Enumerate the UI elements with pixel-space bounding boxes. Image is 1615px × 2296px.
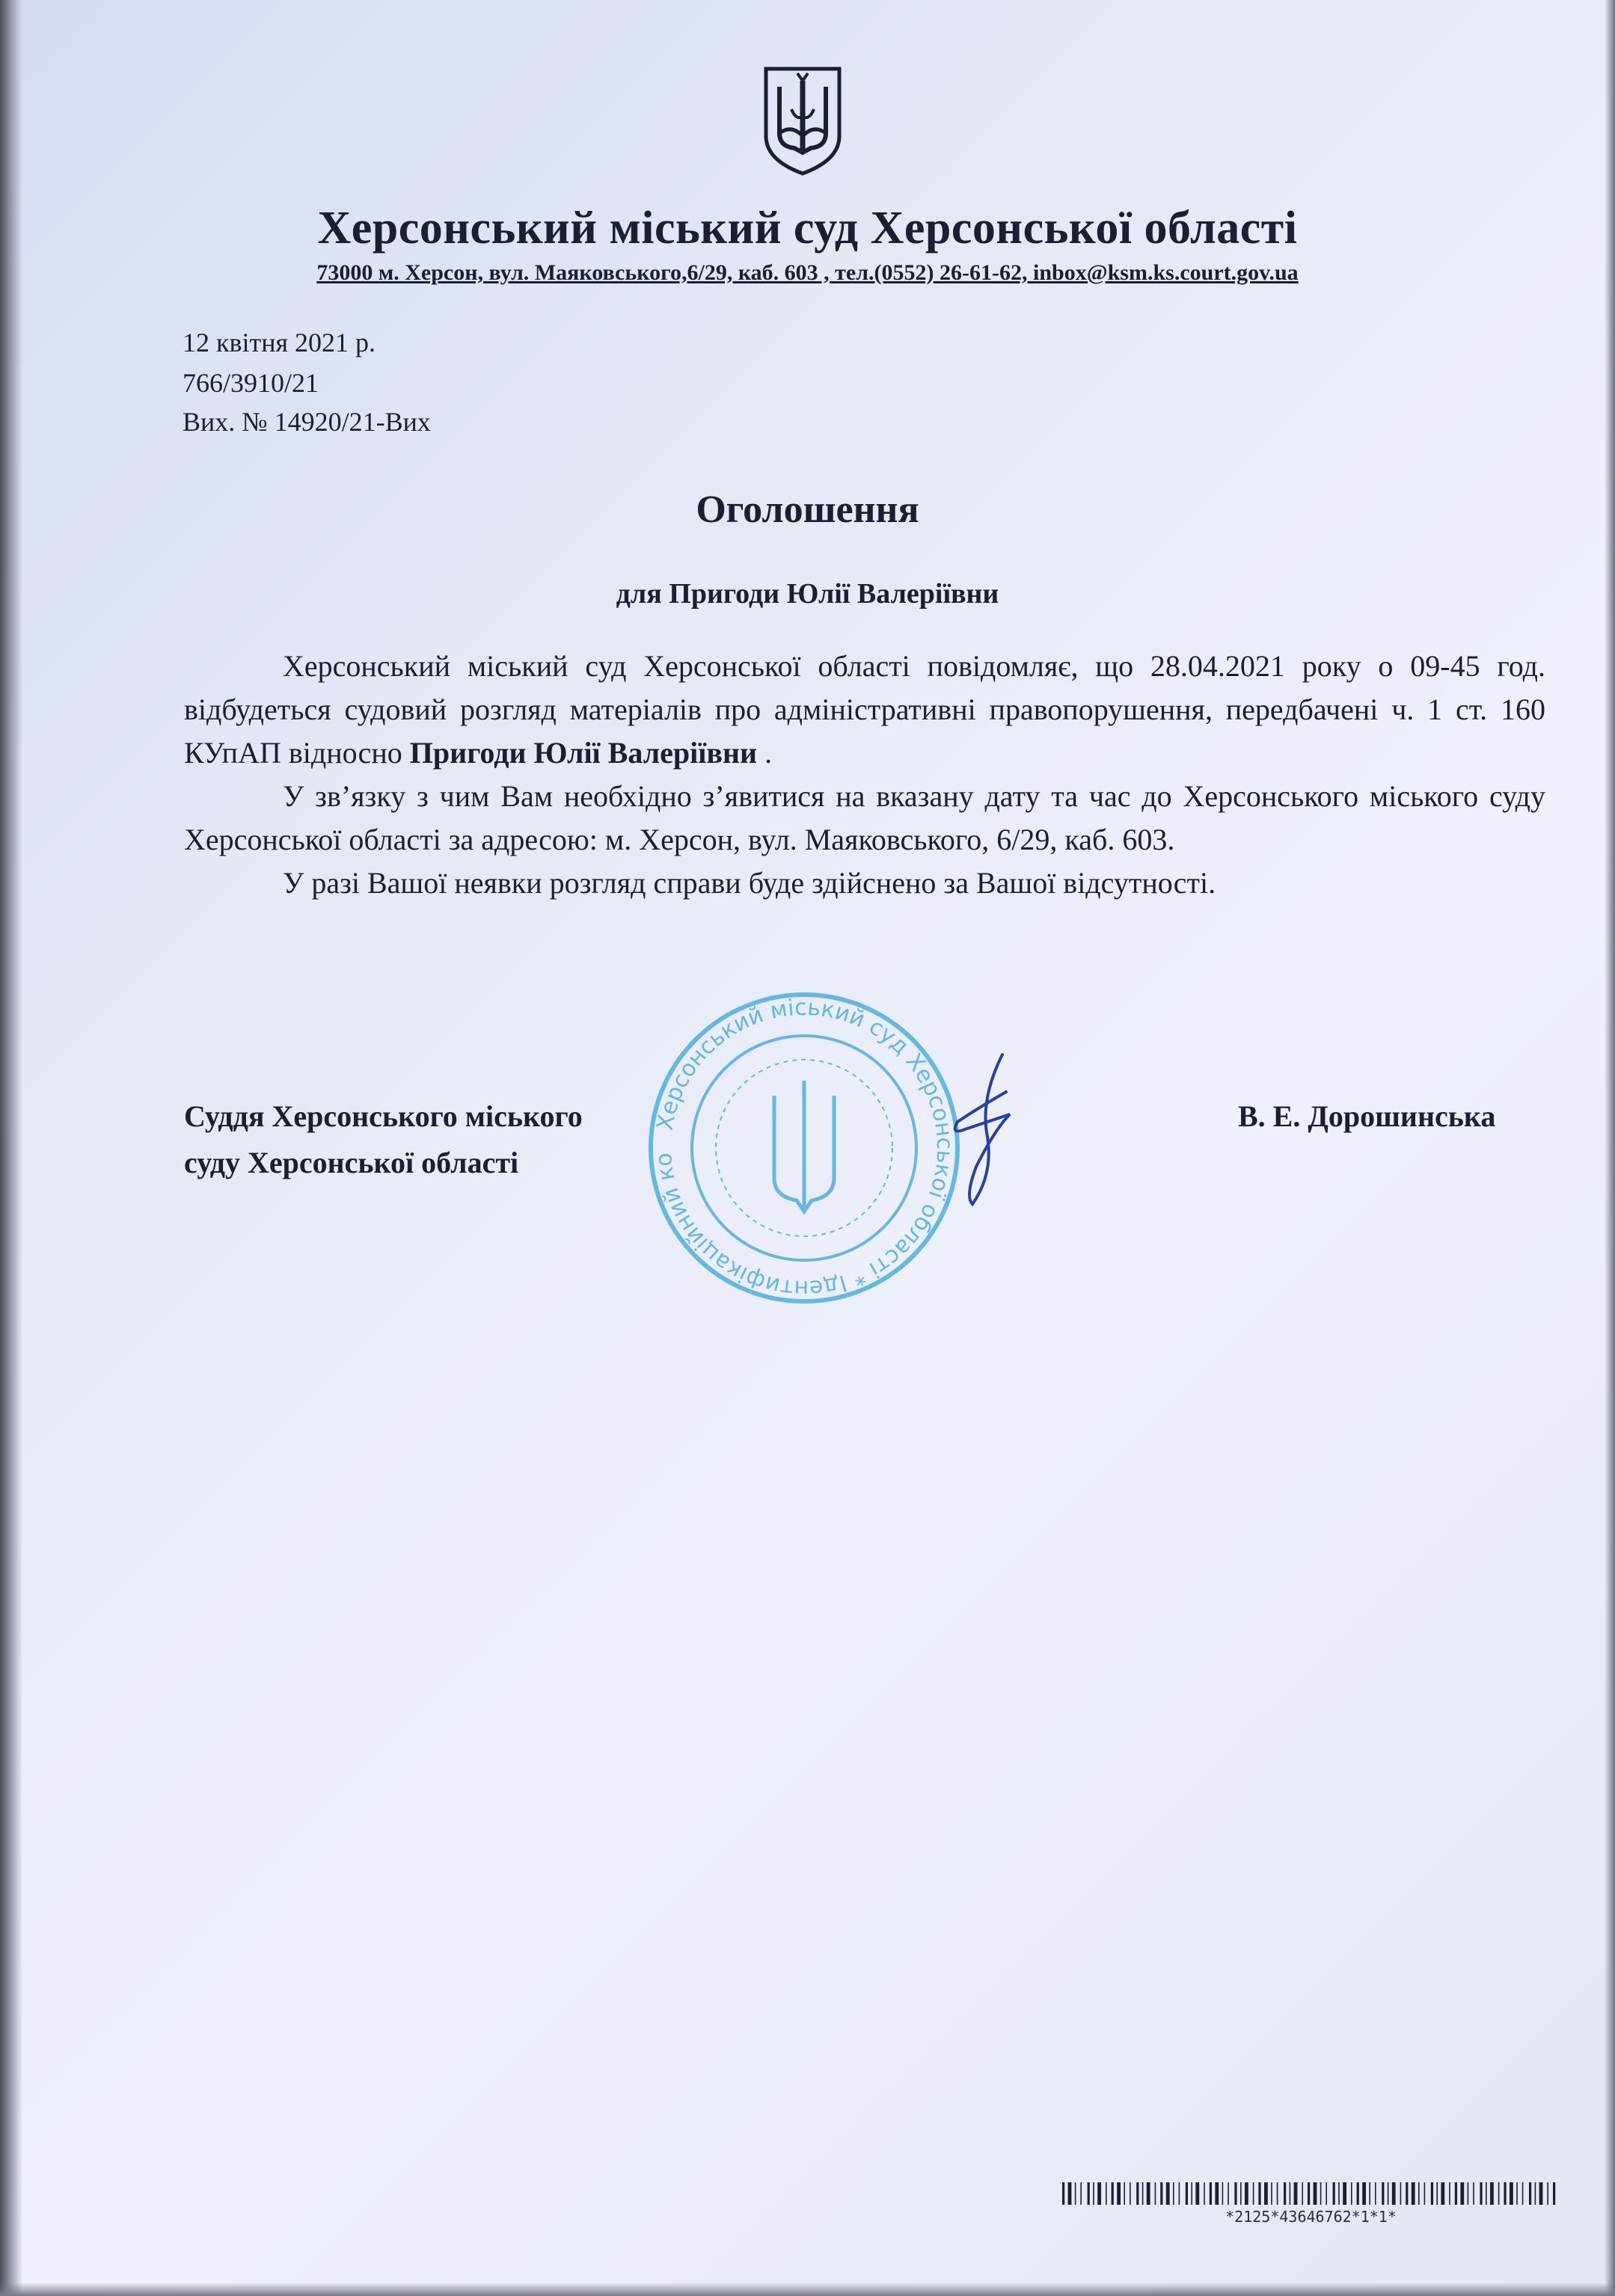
page-edge-shadow-left [0,0,22,2296]
notice-paragraph-3: У разі Вашої неявки розгляд справи буде здійснено за Вашої відсутності. [283,866,1216,900]
judge-name: В. Е. Дорошинська [1238,1099,1496,1133]
judge-position: Суддя Херсонського міського суду Херсонської області [184,1099,583,1179]
handwritten-signature [935,1047,1025,1219]
barcode [1062,2182,1560,2205]
outgoing-number: Вих. № 14920/21-Вих [183,407,431,437]
page-edge-shadow-right [1605,0,1615,2296]
court-name: Херсонський міський суд Херсонської області [317,203,1298,254]
document-addressee: для Пригоди Юлії Валеріївни [616,578,999,610]
document-title: Оголошення [696,488,919,531]
addressee-name: Пригоди Юлії Валеріївни [409,736,758,770]
notice-paragraph-2: У зв’язку з чим Вам необхідно з’явитися на вказану дату та час до Херсонського міського суду Херсонської області за адресою: м. Херсон, вул. Маяковського, 6/29, каб. 603. [184,779,1545,856]
court-seal-stamp [628,987,980,1309]
notice-paragraph-1: Херсонський міський суд Херсонської області повідомляє, що 28.04.2021 року о 09-45 год. відбудеться судовий розгляд матеріалів про адміністративні правопорушення, передбачені ч. 1 ст. 160 КУпАП відносно Пригоди Юлії Валеріївни . [184,649,1545,770]
document-date: 12 квітня 2021 р. [183,328,376,357]
svg-text:Херсонський міський суд Херсон: Херсонський міський суд Херсонської області * Ідентифікаційний ко [650,994,958,1302]
notice-body [184,645,1545,905]
barcode-number: *2125*43646762*1*1* [1225,2208,1397,2226]
trident-emblem-icon [761,64,844,177]
page-edge-shadow-bottom [0,2283,1615,2296]
court-address: 73000 м. Херсон, вул. Маяковського,6/29, каб. 603 , тел.(0552) 26-61-62, inbox@ksm.ks.court.gov.ua [316,260,1299,285]
case-number: 766/3910/21 [183,368,319,398]
